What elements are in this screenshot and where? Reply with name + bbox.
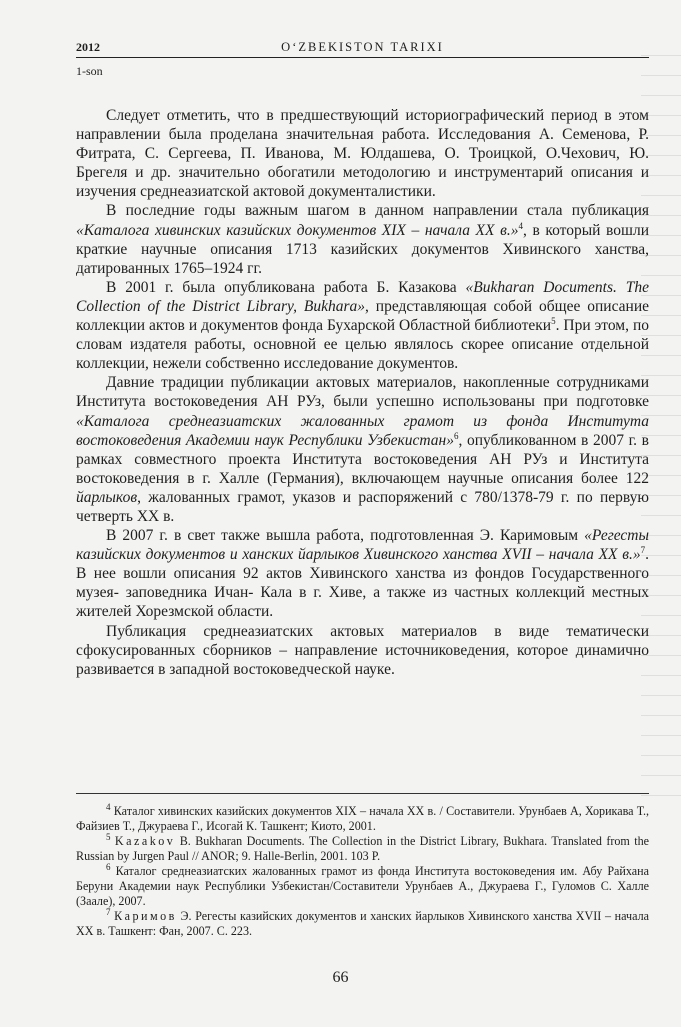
paragraph-3 <box>76 278 649 373</box>
footnote-ref: 4 <box>106 801 111 812</box>
text-run: . В нее вошли описания 92 актов Хивинского ханства из фондов Государственного музея- заповедника Ичан- Кала в г. Хиве, а также из частных коллекций местных жителей Хорезмской области. <box>76 546 649 621</box>
running-header <box>76 40 649 62</box>
text-run: Публикация среднеазиатских актовых материалов в виде тематически сфокусированных сборников – направление источниковедения, которое динамично развивается в западной востоковедческой науке. <box>76 622 649 678</box>
footnote-ref: 6 <box>106 861 111 872</box>
page-number: 66 <box>332 969 349 986</box>
author-name: Kazakov <box>114 834 176 848</box>
text-run: B. Bukharan Documents. The Collection in the District Library, Bukhara. Translated from the Russian by Jurgen Paul // ANOR; 9. Halle-Berlin, 2001. 103 P. <box>76 834 649 863</box>
text-run: , жалованных грамот, указов и распоряжений с 780/1378-79 г. по первую четверть XX в. <box>76 488 649 525</box>
footnotes <box>76 801 649 939</box>
header-rule <box>76 57 649 58</box>
text-run: , опубликованном в 2007 г. в рамках совместного проекта Института востоковедения АН РУз и Института востоковедения в г. Халле (Германия), включающем научные описания более 122 <box>76 431 649 487</box>
footnote-ref: 4 <box>518 220 523 231</box>
italic-run: «Каталога хивинских казийских документов XIX – начала XX в.» <box>76 221 519 239</box>
footnote-7 <box>76 906 649 939</box>
paragraph-6 <box>76 622 649 679</box>
text-run: , представляющая собой общее описание коллекции актов и документов фонда Бухарской Областной библиотеки <box>76 297 649 335</box>
footnote-ref: 7 <box>106 906 111 917</box>
italic-run: йарлыков <box>76 488 138 506</box>
footnote-5 <box>76 831 649 864</box>
text-run: , в который вошли краткие научные описания 1713 казийских документов Хивинского ханства, датированных 1765–1924 гг. <box>76 221 649 277</box>
italic-run: «Регесты казийских документов и ханских йарлыков Хивинского ханства XVII – начала XX в.» <box>76 527 649 564</box>
text-run: В 2001 г. была опубликована работа Б. Казакова <box>106 278 466 296</box>
footnote-rule <box>76 793 649 794</box>
text-run: Каталог среднеазиатских жалованных грамот из фонда Института востоковедения им. Абу Райхана Беруни Академии наук Республики Узбекистан/Составители Урунбаев А., Джураева Г., Гуломов С. Халле (Заале), 2007. <box>76 864 649 908</box>
author-name: Каримов <box>114 909 177 923</box>
text-run: В 2007 г. в свет также вышла работа, подготовленная Э. Каримовым <box>106 527 585 545</box>
paragraph-2 <box>76 201 649 277</box>
footnote-6 <box>76 861 649 909</box>
footnote-ref: 5 <box>551 315 556 326</box>
main-text <box>76 106 649 679</box>
paragraph-5 <box>76 526 649 621</box>
footnote-4 <box>76 801 649 834</box>
footnote-ref: 5 <box>106 831 111 842</box>
header-journal-title: O‘ZBEKISTON TARIXI <box>281 40 444 54</box>
footnote-ref: 6 <box>453 430 459 441</box>
italic-run: «Каталога среднеазиатских жалованных грамот из фонда Института востоковедения Академии наук Республики Узбекистан» <box>76 412 649 449</box>
text-run: Следует отметить, что в предшествующий историографический период в этом направлении была проделана значительная работа. Исследования А. Семенова, Р. Фитрата, С. Сергеева, П. Иванова, М. Юлдашева, О. Троицкой, О.Чехович, Ю. Брегеля и др. значительно обогатили методологию и инструментарий описания и изучения среднеазиатской актовой документалистики. <box>76 107 649 201</box>
footnote-ref: 7 <box>640 545 646 555</box>
paragraph-1 <box>76 106 649 201</box>
text-run: . При этом, по словам издателя работы, основной ее целью являлось скорее описание отдельной коллекции, нежели собственно исследование документов. <box>76 317 649 373</box>
header-issue: 1-son <box>76 64 103 78</box>
text-run: Каталог хивинских казийских документов XIX – начала XX в. / Составители. Урунбаев А, Хорикава Т., Файзиев Т., Джураева Г., Исогай К. Ташкент; Киото, 2001. <box>76 804 649 833</box>
paragraph-4 <box>76 373 649 526</box>
header-year: 2012 <box>76 40 100 54</box>
italic-run: «Bukharan Documents. The Collection of the District Library, Bukhara» <box>76 278 649 315</box>
text-run: Э. Регесты казийских документов и ханских йарлыков Хивинского ханства XVII – начала XX в. Ташкент: Фан, 2007. С. 223. <box>76 909 649 938</box>
text-run: Давние традиции публикации актовых материалов, накопленные сотрудниками Института востоковедения АН РУз, были успешно использованы при подготовке <box>76 374 649 411</box>
text-run: В последние годы важным шагом в данном направлении стала публикация <box>106 202 649 220</box>
